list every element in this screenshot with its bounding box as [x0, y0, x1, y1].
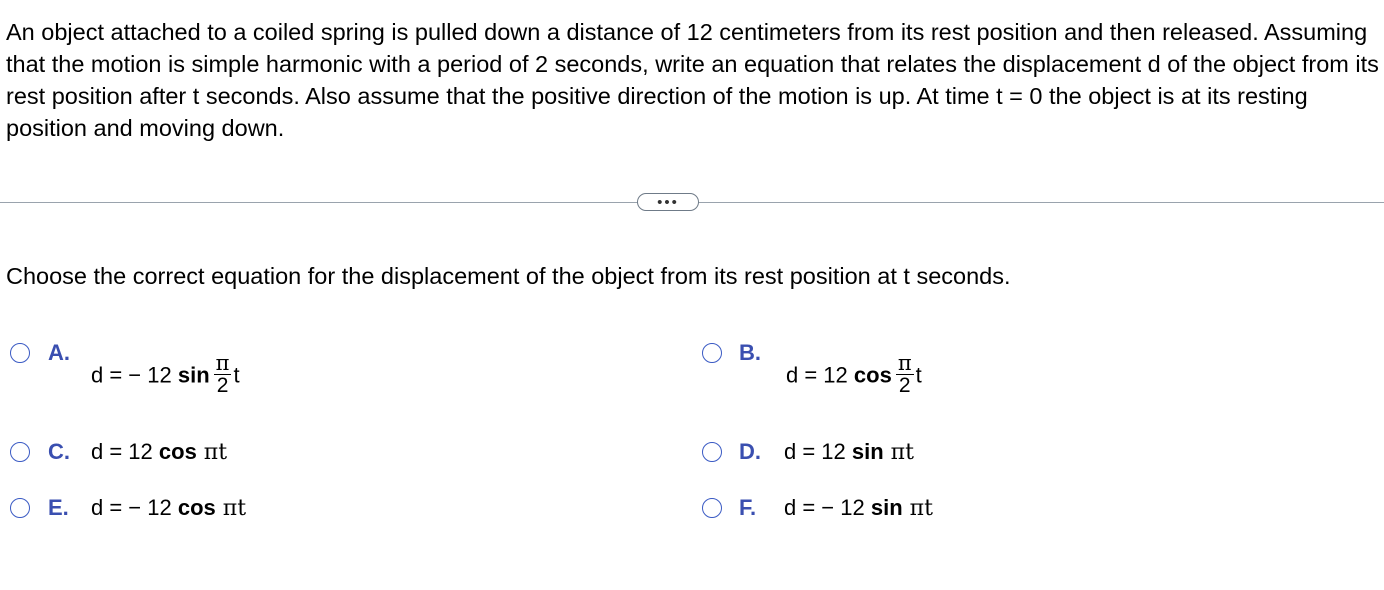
option-d-prefix: d = 12: [784, 439, 852, 464]
option-b-fraction: [896, 352, 914, 397]
option-e-radio[interactable]: [10, 498, 30, 518]
option-a-prefix: d = − 12: [91, 362, 178, 388]
option-b[interactable]: [700, 340, 1360, 412]
option-f-prefix: d = − 12: [784, 495, 871, 520]
option-f-argument: πt: [902, 496, 933, 521]
option-a-denominator: 2: [216, 374, 229, 397]
option-a-suffix: t: [233, 362, 240, 388]
option-b-radio[interactable]: [702, 343, 722, 363]
option-f[interactable]: [700, 494, 1360, 522]
option-c-radio[interactable]: [10, 442, 30, 462]
option-b-func: cos: [853, 362, 892, 388]
option-c-argument: πt: [196, 440, 228, 465]
option-a-fraction: [214, 352, 232, 397]
option-e[interactable]: [0, 494, 660, 522]
option-a-equation: [91, 351, 240, 399]
option-c-equation: [91, 439, 227, 466]
option-e-argument: πt: [215, 496, 247, 521]
option-b-denominator: 2: [898, 374, 911, 397]
option-d-radio[interactable]: [702, 442, 722, 462]
option-e-letter: E.: [48, 495, 69, 520]
option-b-numerator: π: [897, 351, 912, 375]
option-b-letter: B.: [739, 340, 761, 365]
option-d-equation: [784, 439, 914, 466]
option-f-letter: F.: [739, 495, 757, 520]
option-e-func: cos: [177, 495, 216, 520]
option-a-func: sin: [177, 362, 210, 388]
option-e-prefix: d = − 12: [91, 495, 178, 520]
question-text: An object attached to a coiled spring is pulled down a distance of 12 centimeters from its rest position and then released. Assuming that the motion is simple harmonic with a period of 2 seconds, write an equation that relates the displacement d of the object from its rest position after t seconds. Also assume that the positive direction of the motion is up. At time t = 0 the object is at its resting position and moving down.: [6, 19, 1379, 141]
option-d-func: sin: [851, 439, 884, 464]
option-b-suffix: t: [915, 362, 922, 388]
option-b-equation: [786, 351, 922, 399]
option-e-equation: [91, 495, 246, 522]
option-f-radio[interactable]: [702, 498, 722, 518]
answer-prompt: Choose the correct equation for the displacement of the object from its rest position at t seconds.: [6, 263, 1011, 289]
option-d[interactable]: [700, 438, 1360, 466]
option-b-prefix: d = 12: [786, 362, 854, 388]
option-d-letter: D.: [739, 439, 761, 464]
option-c-prefix: d = 12: [91, 439, 159, 464]
option-a-numerator: π: [215, 351, 230, 375]
option-d-argument: πt: [883, 440, 914, 465]
option-c-func: cos: [158, 439, 197, 464]
option-c-letter: C.: [48, 439, 70, 464]
expand-more-button[interactable]: •••: [637, 193, 699, 211]
option-f-equation: [784, 495, 933, 522]
option-a-radio[interactable]: [10, 343, 30, 363]
option-a-letter: A.: [48, 340, 70, 365]
option-a[interactable]: [0, 340, 660, 412]
option-c[interactable]: [0, 438, 660, 466]
option-f-func: sin: [870, 495, 903, 520]
